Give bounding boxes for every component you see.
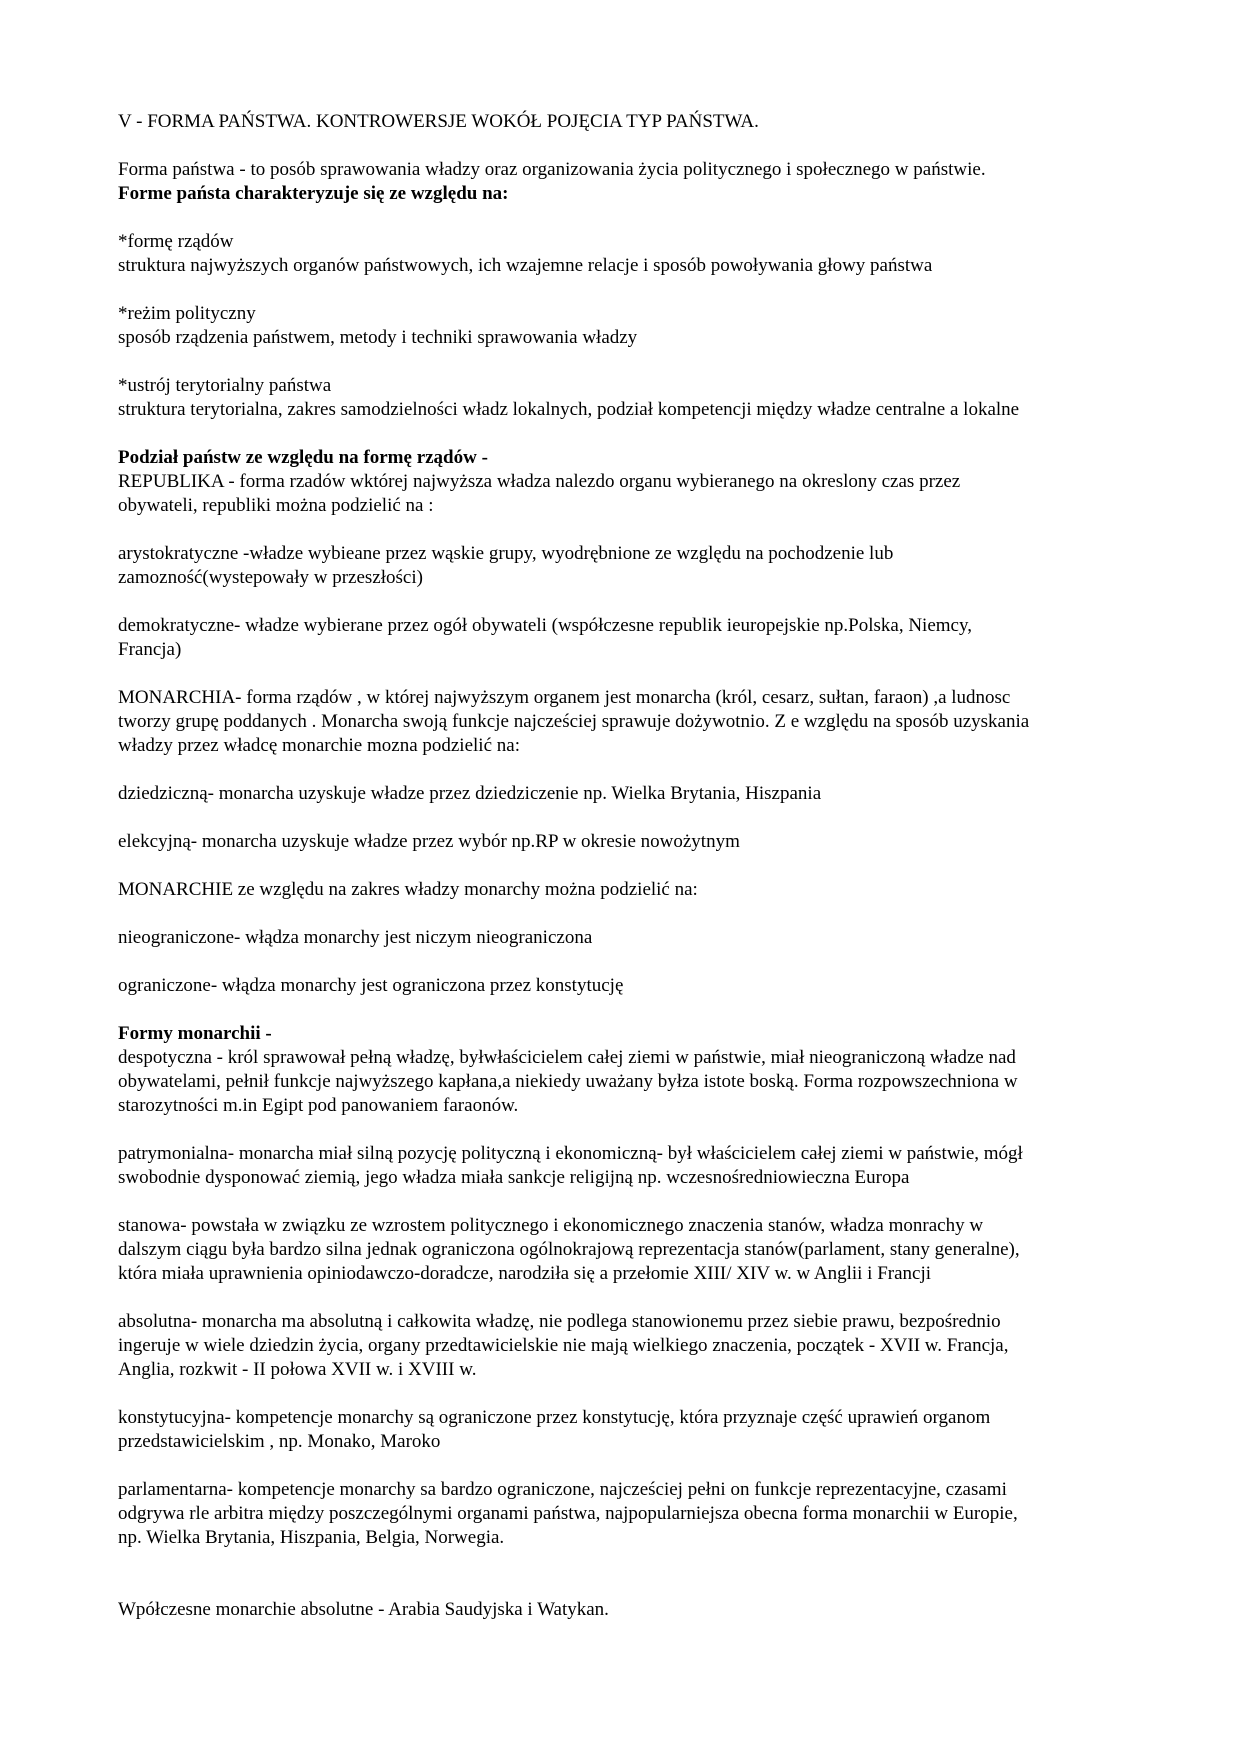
division-heading: Podział państw ze względu na formę rządów - (118, 447, 488, 468)
aristocratic-text: arystokratyczne -władze wybieane przez wąskie grupy, wyodrębnione ze względu na pochodzenie lub (118, 543, 894, 564)
patrimonial-paragraph (118, 1142, 1128, 1190)
closing-paragraph: Wpółczesne monarchie absolutne - Arabia Saudyjska i Watykan. (118, 1599, 609, 1620)
constitutional-text-cont: przedstawicielskim , np. Monako, Maroko (118, 1431, 441, 1452)
limited-paragraph: ograniczone- włądza monarchy jest ograniczona przez konstytucję (118, 975, 624, 996)
patrimonial-text-cont: swobodnie dysponować ziemią, jego władza miała sankcje religijną np. wczesnośredniowieczna Europa (118, 1167, 910, 1188)
despotic-text: despotyczna - król sprawował pełną władzę, byłwłaścicielem całej ziemi w państwie, miał nieograniczoną władze nad (118, 1047, 1016, 1068)
parliamentary-text: parlamentarna- kompetencje monarchy sa bardzo ograniczone, najcześciej pełni on funkcje reprezentacyjne, czasami (118, 1479, 1007, 1500)
intro-paragraph (118, 158, 1128, 206)
democratic-text: demokratyczne- władze wybierane przez ogół obywateli (współczesne republik ieuropejskie np.Polska, Niemcy, (118, 615, 972, 636)
constitutional-paragraph (118, 1406, 1128, 1454)
form-definition: Forma państwa - to posób sprawowania władzy oraz organizowania życia politycznego i społecznego w państwie. (118, 159, 986, 180)
criterion-government-form (118, 230, 1128, 278)
democratic-paragraph (118, 614, 1128, 662)
despotic-text-cont: obywatelami, pełnił funkcje najwyższego kapłana,a niekiedy uważany byłza istote boską. Forma rozpowszechniona w (118, 1071, 1018, 1092)
absolute-paragraph (118, 1310, 1128, 1382)
parliamentary-text-cont: odgrywa rle arbitra między poszczególnymi organami państwa, najpopularniejsza obecna forma monarchii w Europie, (118, 1503, 1018, 1524)
division-section (118, 446, 1128, 518)
criteria-heading: Forme państa charakteryzuje się ze względu na: (118, 183, 509, 204)
republic-definition: REPUBLIKA - forma rzadów wktórej najwyższa władza nalezdo organu wybieranego na okreslony czas przez (118, 471, 961, 492)
criterion-political-regime (118, 302, 1128, 350)
estate-paragraph (118, 1214, 1128, 1286)
criterion-heading: *ustrój terytorialny państwa (118, 375, 332, 396)
criterion-heading: *reżim polityczny (118, 303, 256, 324)
absolute-text-cont2: Anglia, rozkwit - II połowa XVII w. i XVIII w. (118, 1359, 477, 1380)
estate-text-cont2: która miała uprawnienia opiniodawczo-doradcze, narodziła się a przełomie XIII/ XIV w. w Anglii i Francji (118, 1263, 932, 1284)
unlimited-paragraph: nieograniczone- włądza monarchy jest niczym nieograniczona (118, 927, 593, 948)
parliamentary-paragraph (118, 1478, 1128, 1550)
scope-heading: MONARCHIE ze względu na zakres władzy monarchy można podzielić na: (118, 879, 698, 900)
absolute-text-cont: ingeruje w wiele dziedzin życia, organy przedtawicielskie nie mają wielkiego znaczenia, początek - XVII w. Francja, (118, 1335, 1009, 1356)
monarchy-paragraph (118, 686, 1128, 758)
republic-definition-cont: obywateli, republiki można podzielić na : (118, 495, 434, 516)
parliamentary-text-cont2: np. Wielka Brytania, Hiszpania, Belgia, Norwegia. (118, 1527, 505, 1548)
monarchy-text-cont2: władzy przez władcę monarchie mozna podzielić na: (118, 735, 520, 756)
monarchy-text: MONARCHIA- forma rządów , w której najwyższym organem jest monarcha (król, cesarz, sułtan, faraon) ,a ludnosc (118, 687, 1011, 708)
criterion-territorial-system (118, 374, 1128, 422)
forms-heading: Formy monarchii - (118, 1023, 272, 1044)
forms-section (118, 1022, 1128, 1118)
criterion-text: struktura terytorialna, zakres samodzielności władz lokalnych, podział kompetencji między władze centralne a lokalne (118, 399, 1020, 420)
criterion-text: struktura najwyższych organów państwowych, ich wzajemne relacje i sposób powoływania głowy państwa (118, 255, 933, 276)
estate-text: stanowa- powstała w związku ze wzrostem politycznego i ekonomicznego znaczenia stanów, władza monrachy w (118, 1215, 984, 1236)
patrimonial-text: patrymonialna- monarcha miał silną pozycję polityczną i ekonomiczną- był właścicielem całej ziemi w państwie, mógł (118, 1143, 1023, 1164)
monarchy-text-cont: tworzy grupę poddanych . Monarcha swoją funkcje najcześciej sprawuje dożywotnio. Z e względu na sposób uzyskania (118, 711, 1030, 732)
aristocratic-text-cont: zamozność(wystepowały w przeszłości) (118, 567, 423, 588)
aristocratic-paragraph (118, 542, 1128, 590)
absolute-text: absolutna- monarcha ma absolutną i całkowita władzę, nie podlega stanowionemu przez siebie prawu, bezpośrednio (118, 1311, 1001, 1332)
criterion-text: sposób rządzenia państwem, metody i techniki sprawowania władzy (118, 327, 638, 348)
despotic-text-cont2: starozytności m.in Egipt pod panowaniem faraonów. (118, 1095, 519, 1116)
document-title: V - FORMA PAŃSTWA. KONTROWERSJE WOKÓŁ POJĘCIA TYP PAŃSTWA. (118, 111, 759, 132)
document-page (118, 110, 1128, 1622)
elective-paragraph: elekcyjną- monarcha uzyskuje władze przez wybór np.RP w okresie nowożytnym (118, 831, 740, 852)
democratic-text-cont: Francja) (118, 639, 182, 660)
criterion-heading: *formę rządów (118, 231, 234, 252)
hereditary-paragraph: dziedziczną- monarcha uzyskuje władze przez dziedziczenie np. Wielka Brytania, Hiszpania (118, 783, 822, 804)
estate-text-cont: dalszym ciągu była bardzo silna jednak ograniczona ogólnokrajową reprezentacja stanów(parlament, stany generalne), (118, 1239, 1020, 1260)
constitutional-text: konstytucyjna- kompetencje monarchy są ograniczone przez konstytucję, która przyznaje część uprawień organom (118, 1407, 991, 1428)
